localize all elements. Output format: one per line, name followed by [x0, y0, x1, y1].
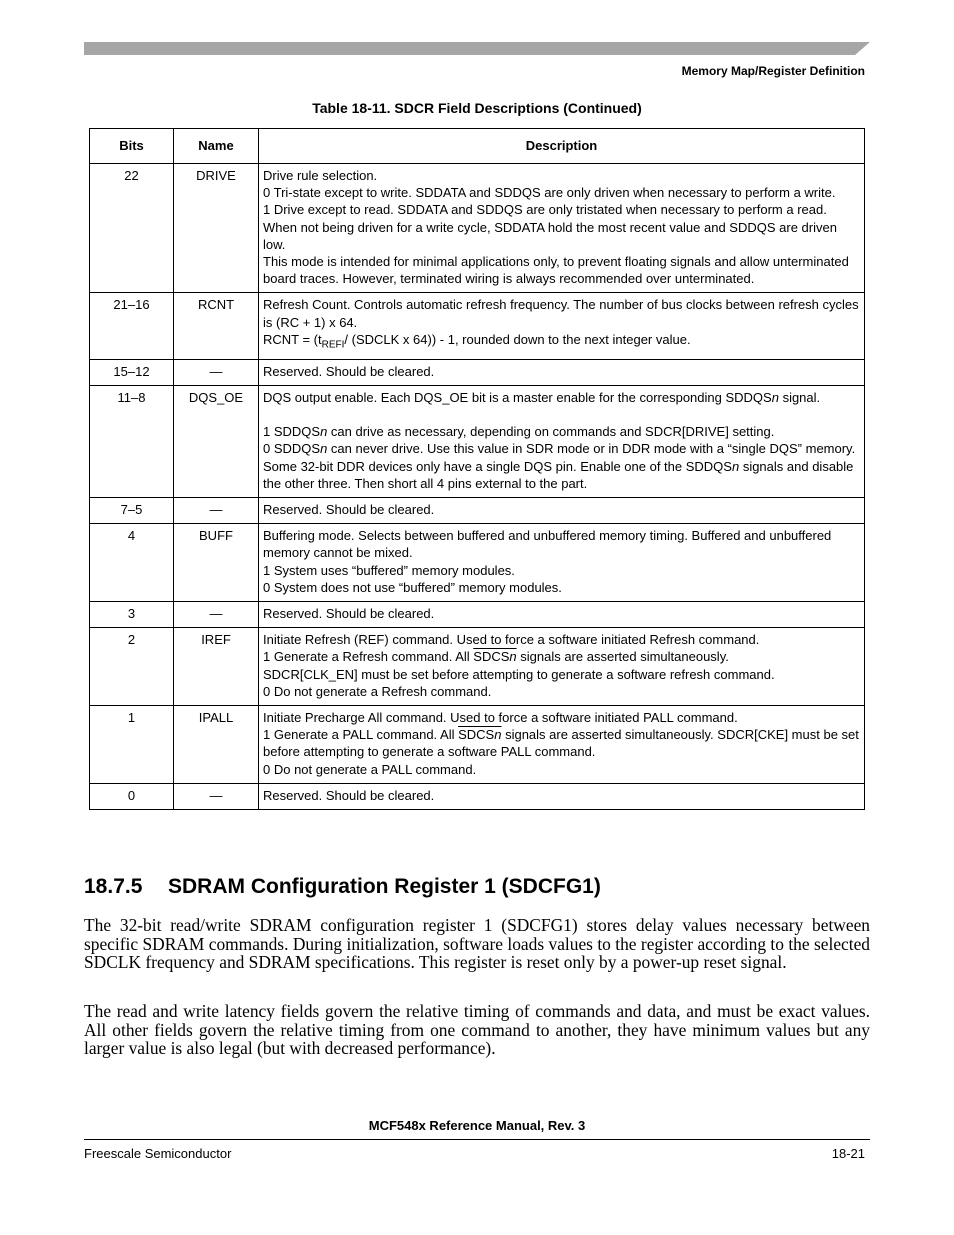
footer-manual-title: MCF548x Reference Manual, Rev. 3: [368, 1118, 586, 1133]
name-cell: IPALL: [174, 706, 259, 784]
footer-page-number: 18-21: [831, 1146, 865, 1161]
body-paragraph: The read and write latency fields govern the relative timing of commands and data, and must be exact values. All other fields govern the relative timing from one command to another, they have minimum values but any larger value is also legal (but with decreased performance).: [84, 1001, 870, 1059]
description-cell: [259, 706, 865, 784]
section-number: 18.7.5: [84, 875, 143, 898]
table-row: [90, 602, 865, 628]
description-cell: [259, 293, 865, 359]
description-line: SDCR[CLK_EN] must be set before attempting to generate a software refresh command.: [263, 666, 775, 682]
footer-divider: [84, 1139, 870, 1140]
description-line: This mode is intended for minimal applications only, to prevent floating signals and allow unterminated board traces. However, terminated wiring is always recommended over unterminated.: [263, 254, 849, 287]
column-header-bits: Bits: [90, 129, 174, 164]
sdcr-field-table: [89, 128, 865, 810]
description-line: 0 System does not use “buffered” memory modules.: [263, 579, 562, 595]
description-line: 0 Tri-state except to write. SDDATA and SDDQS are only driven when necessary to perform a write.: [263, 185, 836, 201]
description-line: 0 Do not generate a Refresh command.: [263, 683, 492, 699]
table-row: [90, 706, 865, 784]
bits-cell: 1: [90, 706, 174, 784]
bits-cell: 2: [90, 628, 174, 706]
description-cell: [259, 628, 865, 706]
table-header-row: [90, 129, 865, 164]
name-cell: DQS_OE: [174, 385, 259, 497]
description-cell: [259, 164, 865, 293]
description-cell: Reserved. Should be cleared.: [259, 783, 865, 809]
formula-line: RCNT = ($t_{REFI}/$ (SDCLK x 64)) - 1, rounded down to the next integer value.: [263, 331, 691, 351]
table-row: [90, 293, 865, 359]
table-row: [90, 359, 865, 385]
name-cell: RCNT: [174, 293, 259, 359]
description-line: Refresh Count. Controls automatic refresh frequency. The number of bus clocks between refresh cycles is (RC + 1) x 64.: [263, 297, 859, 330]
table-row: [90, 783, 865, 809]
section-heading: [84, 875, 601, 899]
table-row: [90, 385, 865, 497]
description-line: 0 SDDQSn can never drive. Use this value in SDR mode or in DDR mode with a “single DQS” memory. Some 32-bit DDR devices only have a single DQS pin. Enable one of the SDDQSn signals and disable the other three. Then short all 4 pins external to the part.: [263, 441, 856, 491]
description-line: DQS output enable. Each DQS_OE bit is a master enable for the corresponding SDDQSn signal.: [263, 389, 821, 405]
table-row: [90, 164, 865, 293]
bits-cell: 15–12: [90, 359, 174, 385]
description-line: 1 SDDQSn can drive as necessary, depending on commands and SDCR[DRIVE] setting.: [263, 424, 775, 440]
name-cell: DRIVE: [174, 164, 259, 293]
body-paragraph: The 32-bit read/write SDRAM configuration register 1 (SDCFG1) stores delay values necessary between specific SDRAM commands. During initialization, software loads values to the register according to the selected SDCLK frequency and SDRAM specifications. This register is reset only by a power-up reset signal.: [84, 915, 870, 973]
description-line: Initiate Refresh (REF) command. Used to force a software initiated Refresh command.: [263, 632, 760, 648]
bits-cell: 22: [90, 164, 174, 293]
name-cell: —: [174, 498, 259, 524]
description-line: Buffering mode. Selects between buffered and unbuffered memory timing. Buffered and unbuffered memory cannot be mixed.: [263, 528, 832, 561]
name-cell: —: [174, 359, 259, 385]
description-line: 1 Generate a PALL command. All SDCSn signals are asserted simultaneously. SDCR[CKE] must be set before attempting to generate a software PALL command.: [263, 727, 859, 760]
bits-cell: 11–8: [90, 385, 174, 497]
name-cell: IREF: [174, 628, 259, 706]
description-line: Drive rule selection.: [263, 168, 378, 183]
name-cell: BUFF: [174, 524, 259, 602]
name-cell: —: [174, 602, 259, 628]
footer-company: Freescale Semiconductor: [84, 1146, 232, 1161]
description-cell: [259, 385, 865, 497]
name-cell: —: [174, 783, 259, 809]
description-line: 1 System uses “buffered” memory modules.: [263, 562, 515, 578]
description-cell: Reserved. Should be cleared.: [259, 359, 865, 385]
bits-cell: 21–16: [90, 293, 174, 359]
column-header-description: Description: [259, 129, 865, 164]
table-row: [90, 498, 865, 524]
table-row: [90, 628, 865, 706]
bits-cell: 0: [90, 783, 174, 809]
description-cell: Reserved. Should be cleared.: [259, 498, 865, 524]
bits-cell: 7–5: [90, 498, 174, 524]
running-header: Memory Map/Register Definition: [681, 64, 865, 78]
section-title: SDRAM Configuration Register 1 (SDCFG1): [168, 875, 601, 898]
table-row: [90, 524, 865, 602]
description-cell: Reserved. Should be cleared.: [259, 602, 865, 628]
description-line: Initiate Precharge All command. Used to force a software initiated PALL command.: [263, 710, 738, 726]
description-line: 1 Drive except to read. SDDATA and SDDQS are only tristated when necessary to perform a read. When not being driven for a write cycle, SDDATA hold the most recent value and SDDQS are driven low.: [263, 202, 837, 252]
column-header-name: Name: [174, 129, 259, 164]
header-bar: [84, 42, 870, 55]
description-line: 0 Do not generate a PALL command.: [263, 761, 477, 777]
description-cell: [259, 524, 865, 602]
bits-cell: 3: [90, 602, 174, 628]
bits-cell: 4: [90, 524, 174, 602]
table-caption: Table 18-11. SDCR Field Descriptions (Continued): [312, 100, 642, 116]
description-line: 1 Generate a Refresh command. All SDCSn signals are asserted simultaneously.: [263, 649, 729, 665]
